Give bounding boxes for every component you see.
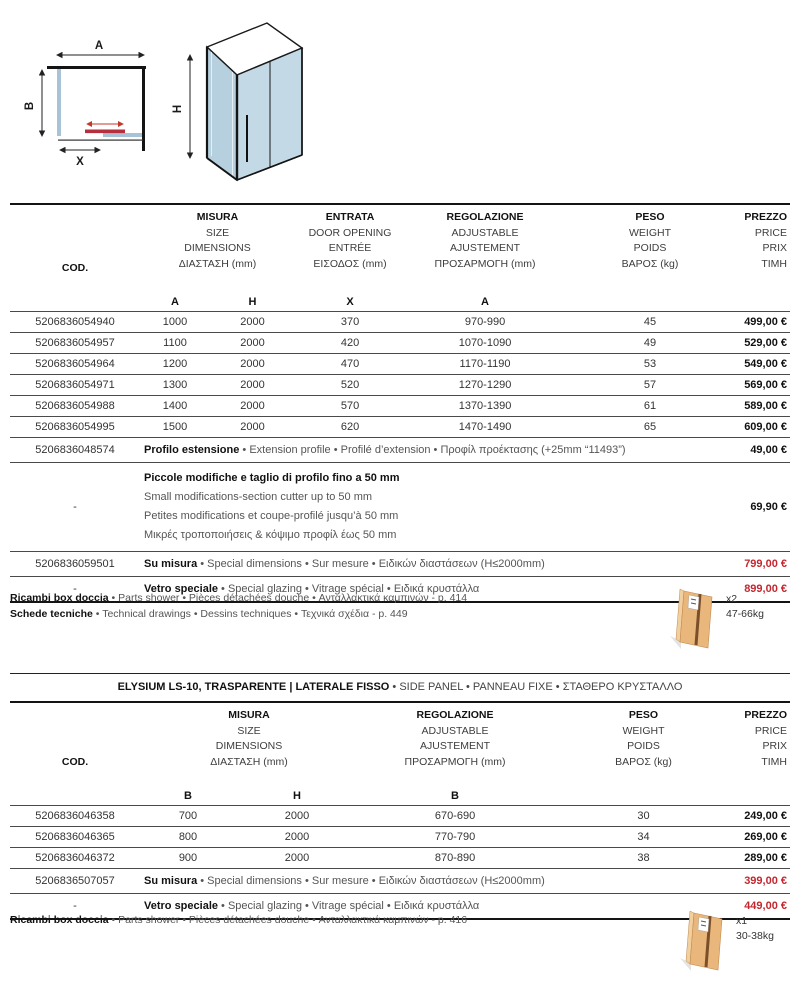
package-count: x2 [726, 593, 738, 605]
row-extension-profile: 5206836048574 Profilo estensione • Extension profile • Profilé d’extension • Προφίλ προέκτασης (+25mm “11493”) 49,00 € [10, 438, 790, 463]
subcol-b: B [140, 786, 236, 806]
figure-plan-view [24, 40, 146, 168]
note-line: Ricambi box doccia • Parts shower • Pièces détachées douche • Ανταλλακτικά καμπινών - p. 416 [10, 914, 468, 926]
sliding-door [85, 130, 125, 134]
row-small-modifications: - Piccole modifiche e taglio di profilo fino a 50 mm Small modifications-section cutter up to 50 mm Petites modifications et coupe-profilé jusqu’à 50 mm Μικρές τροποποιήσεις & κόψιμο προφίλ έως 50 mm 69,90 € [10, 463, 790, 552]
package-weight: 47-66kg [726, 608, 764, 620]
subcol-a: A [140, 292, 210, 312]
table-row: 5206836054971 1300 2000 520 1270-1290 57 569,00 € [10, 375, 790, 396]
figure-isometric-view [172, 23, 302, 180]
col-header-regolazione: REGOLAZIONE ADJUSTABLE AJUSTEMENT ΠΡΟΣΑΡΜΟΓΗ (mm) [434, 211, 536, 270]
package-weight: 30-38kg [736, 930, 774, 942]
table-row: 5206836054995 1500 2000 620 1470-1490 65 609,00 € [10, 417, 790, 438]
glass-panel-left [57, 69, 61, 136]
table-row: 5206836046365 800 2000 770-790 34 269,00 € [10, 827, 790, 848]
col-header-peso: PESO WEIGHT POIDS ΒΑΡΟΣ (kg) [621, 211, 679, 270]
glass-panel-bottom [103, 133, 142, 137]
table1-header-row [10, 204, 790, 292]
subcol-adj: A [405, 292, 565, 312]
package-label [736, 914, 774, 944]
col-header-cod: COD. [61, 755, 89, 768]
spare-parts-note [10, 912, 610, 928]
dim-label-x: X [76, 156, 84, 168]
table2-header-row [10, 703, 790, 786]
package-count: x1 [736, 915, 748, 927]
table-row: 5206836054988 1400 2000 570 1370-1390 61 589,00 € [10, 396, 790, 417]
col-header-misura: MISURA SIZE DIMENSIONS ΔΙΑΣΤΑΣΗ (mm) [210, 709, 288, 768]
package-info [678, 908, 798, 977]
table-row: 5206836054957 1100 2000 420 1070-1090 49 529,00 € [10, 333, 790, 354]
package-info [668, 586, 788, 655]
col-header-regolazione: REGOLAZIONE ADJUSTABLE AJUSTEMENT ΠΡΟΣΑΡΜΟΓΗ (mm) [404, 709, 506, 768]
table1-subheader-row [10, 292, 790, 312]
subcol-h: H [236, 786, 358, 806]
col-header-peso: PESO WEIGHT POIDS ΒΑΡΟΣ (kg) [615, 709, 672, 768]
col-header-cod: COD. [61, 261, 89, 274]
col-header-prezzo: PREZZO PRICE PRIX ΤΙΜΗ [744, 709, 788, 768]
row-special-glazing: - Vetro speciale • Special glazing • Vitrage spécial • Ειδικά κρυστάλλα 899,00 € [73, 583, 788, 595]
note-line: Ricambi box doccia • Parts shower • Pièces détachées douche • Ανταλλακτικά καμπινών - p. 414 [10, 592, 468, 604]
table-side-panel [10, 673, 790, 920]
package-box-icon [678, 908, 730, 972]
subcol-x: X [295, 292, 405, 312]
dim-label-b: B [24, 101, 36, 111]
package-label [726, 592, 764, 622]
table-row: 5206836054964 1200 2000 470 1170-1190 53 549,00 € [10, 354, 790, 375]
table-row: 5206836046358 700 2000 670-690 30 249,00 € [10, 806, 790, 827]
table-sliding-door [10, 203, 790, 603]
dim-label-a: A [94, 40, 104, 52]
note-line: Schede tecniche • Technical drawings • Dessins techniques • Τεχνικά σχέδια - p. 449 [10, 608, 408, 620]
table-row: 5206836046372 900 2000 870-890 38 289,00 € [10, 848, 790, 869]
subcol-h: H [210, 292, 295, 312]
row-special-dimensions: 5206836059501 Su misura • Special dimensions • Sur mesure • Ειδικών διαστάσεων (H≤2000mm) 799,00 € [10, 552, 790, 577]
spare-parts-note [10, 590, 610, 622]
table-row: 5206836054940 1000 2000 370 970-990 45 499,00 € [10, 312, 790, 333]
technical-drawings [20, 10, 330, 190]
col-header-entrata: ENTRATA DOOR OPENING ENTRÉE ΕΙΣΟΔΟΣ (mm) [308, 211, 392, 270]
col-header-misura: MISURA SIZE DIMENSIONS ΔΙΑΣΤΑΣΗ (mm) [178, 211, 257, 270]
col-header-prezzo: PREZZO PRICE PRIX ΤΙΜΗ [744, 211, 788, 270]
row-special-glazing: - Vetro speciale • Special glazing • Vitrage spécial • Ειδικά κρυστάλλα 449,00 € [73, 900, 788, 912]
table2-subheader-row [10, 786, 790, 806]
package-box-icon [668, 586, 720, 650]
dim-label-h: H [172, 104, 184, 114]
section-title: ELYSIUM LS-10, TRASPARENTE | LATERALE FISSO • SIDE PANEL • PANNEAU FIXE • ΣΤΑΘΕΡΟ ΚΡΥΣΤΑΛΛΟ [10, 673, 790, 703]
row-special-dimensions: 5206836507057 Su misura • Special dimensions • Sur mesure • Ειδικών διαστάσεων (H≤2000mm) 399,00 € [10, 869, 790, 894]
subcol-adj: B [358, 786, 552, 806]
